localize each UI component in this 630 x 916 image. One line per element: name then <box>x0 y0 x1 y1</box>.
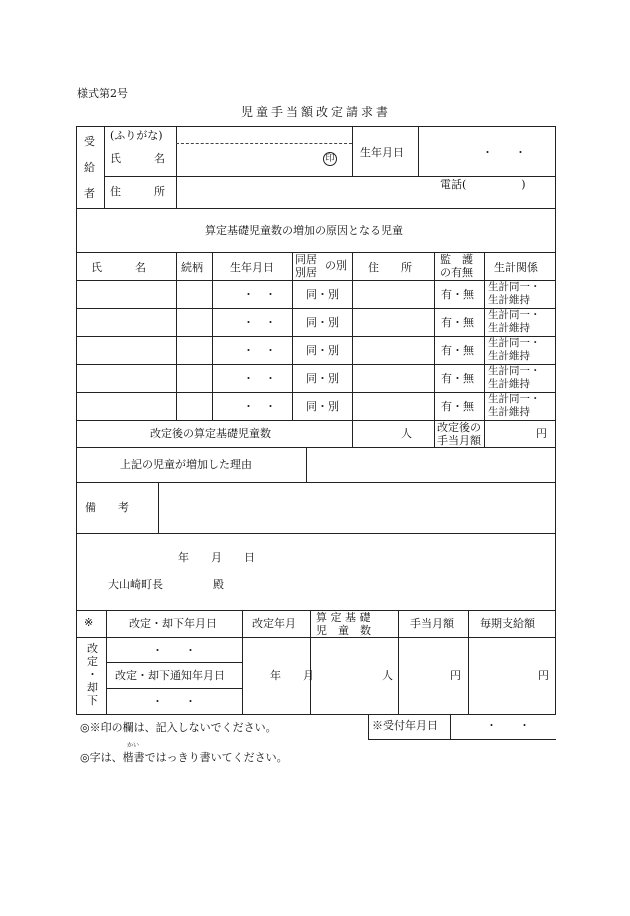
notice-date-label: 改定・却下通知年月日 <box>115 669 225 682</box>
office-use-mark: ※ <box>84 616 94 629</box>
form-number: 様式第2号 <box>77 87 128 100</box>
child-livelihood-choice: 生計同一・ 生計維持 <box>488 309 541 334</box>
child-custody-choice: 有・無 <box>441 372 474 385</box>
seal-mark: 印 <box>323 152 337 166</box>
revision-rejection-side-label: 改 定 ・ 却 下 <box>87 642 98 707</box>
after-revision-monthly-unit: 円 <box>536 427 547 440</box>
period-amount-label: 毎期支給額 <box>480 617 535 630</box>
children-header-relation: 続柄 <box>181 261 203 274</box>
phone-label: 電話( ) <box>440 178 526 191</box>
children-section-title: 算定基礎児童数の増加の原因となる児童 <box>205 224 403 237</box>
child-livelihood-choice: 生計同一・ 生計維持 <box>488 337 541 362</box>
applicant-name-label: 氏 名 <box>110 152 165 165</box>
decision-date-dots: ・ ・ <box>152 644 196 657</box>
child-birthdate-dots: ・ ・ <box>243 344 276 357</box>
receipt-date-dots: ・ ・ <box>486 719 530 732</box>
child-birthdate-dots: ・ ・ <box>243 372 276 385</box>
child-custody-choice: 有・無 <box>441 344 474 357</box>
children-header-birthdate: 生年月日 <box>230 261 274 274</box>
page-title: 児童手当額改定請求書 <box>241 105 392 119</box>
child-custody-choice: 有・無 <box>441 288 474 301</box>
children-header-address: 住 所 <box>368 261 412 274</box>
remarks-label: 備 考 <box>85 501 129 514</box>
child-custody-choice: 有・無 <box>441 400 474 413</box>
child-cohabit-choice: 同・別 <box>306 344 339 357</box>
child-livelihood-choice: 生計同一・ 生計維持 <box>488 393 541 418</box>
base-children-unit: 人 <box>382 669 393 682</box>
child-cohabit-choice: 同・別 <box>306 288 339 301</box>
date-line: 年 月 日 <box>178 551 255 564</box>
addressee: 大山崎町長 <box>108 578 163 591</box>
note-handwriting: ◎字は、楷書ではっきり書いてください。 <box>80 751 288 764</box>
children-header-livelihood: 生計関係 <box>494 261 538 274</box>
applicant-address-label: 住 所 <box>110 185 165 198</box>
children-header-custody: 監 護 の有無 <box>440 253 473 279</box>
revision-month-label: 改定年月 <box>252 617 296 630</box>
note-office-use: ◎※印の欄は、記入しないでください。 <box>80 721 277 734</box>
child-birthdate-dots: ・ ・ <box>243 288 276 301</box>
office-monthly-unit: 円 <box>450 669 461 682</box>
children-header-cohabit-suffix: の別 <box>325 259 347 272</box>
child-livelihood-choice: 生計同一・ 生計維持 <box>488 281 541 306</box>
period-amount-unit: 円 <box>538 669 549 682</box>
after-revision-count-unit: 人 <box>401 427 412 440</box>
children-header-name: 氏 名 <box>91 261 146 274</box>
child-cohabit-choice: 同・別 <box>306 400 339 413</box>
furigana-label: (ふりがな) <box>110 129 163 142</box>
notice-date-dots: ・ ・ <box>152 695 196 708</box>
applicant-birthdate-label: 生年月日 <box>360 146 404 159</box>
revision-month-value: 年 月 <box>270 669 314 682</box>
child-cohabit-choice: 同・別 <box>306 372 339 385</box>
child-custody-choice: 有・無 <box>441 316 474 329</box>
applicant-label: 受 給 者 <box>84 135 95 200</box>
applicant-birthdate-dots: ・ ・ <box>482 146 526 159</box>
children-header-cohabit: 同居 別居 <box>295 253 317 279</box>
child-cohabit-choice: 同・別 <box>306 316 339 329</box>
receipt-date-label: ※受付年月日 <box>372 719 438 732</box>
child-birthdate-dots: ・ ・ <box>243 400 276 413</box>
ruby-kai: かい <box>127 742 140 749</box>
child-birthdate-dots: ・ ・ <box>243 316 276 329</box>
after-revision-count-label: 改定後の算定基礎児童数 <box>150 427 271 440</box>
honorific: 殿 <box>213 578 224 591</box>
child-livelihood-choice: 生計同一・ 生計維持 <box>488 365 541 390</box>
base-children-label: 算 定 基 礎 児 童 数 <box>316 611 371 637</box>
office-monthly-label: 手当月額 <box>410 617 454 630</box>
after-revision-monthly-label: 改定後の 手当月額 <box>437 421 481 447</box>
reason-label: 上記の児童が増加した理由 <box>120 458 252 471</box>
decision-date-label: 改定・却下年月日 <box>129 617 217 630</box>
